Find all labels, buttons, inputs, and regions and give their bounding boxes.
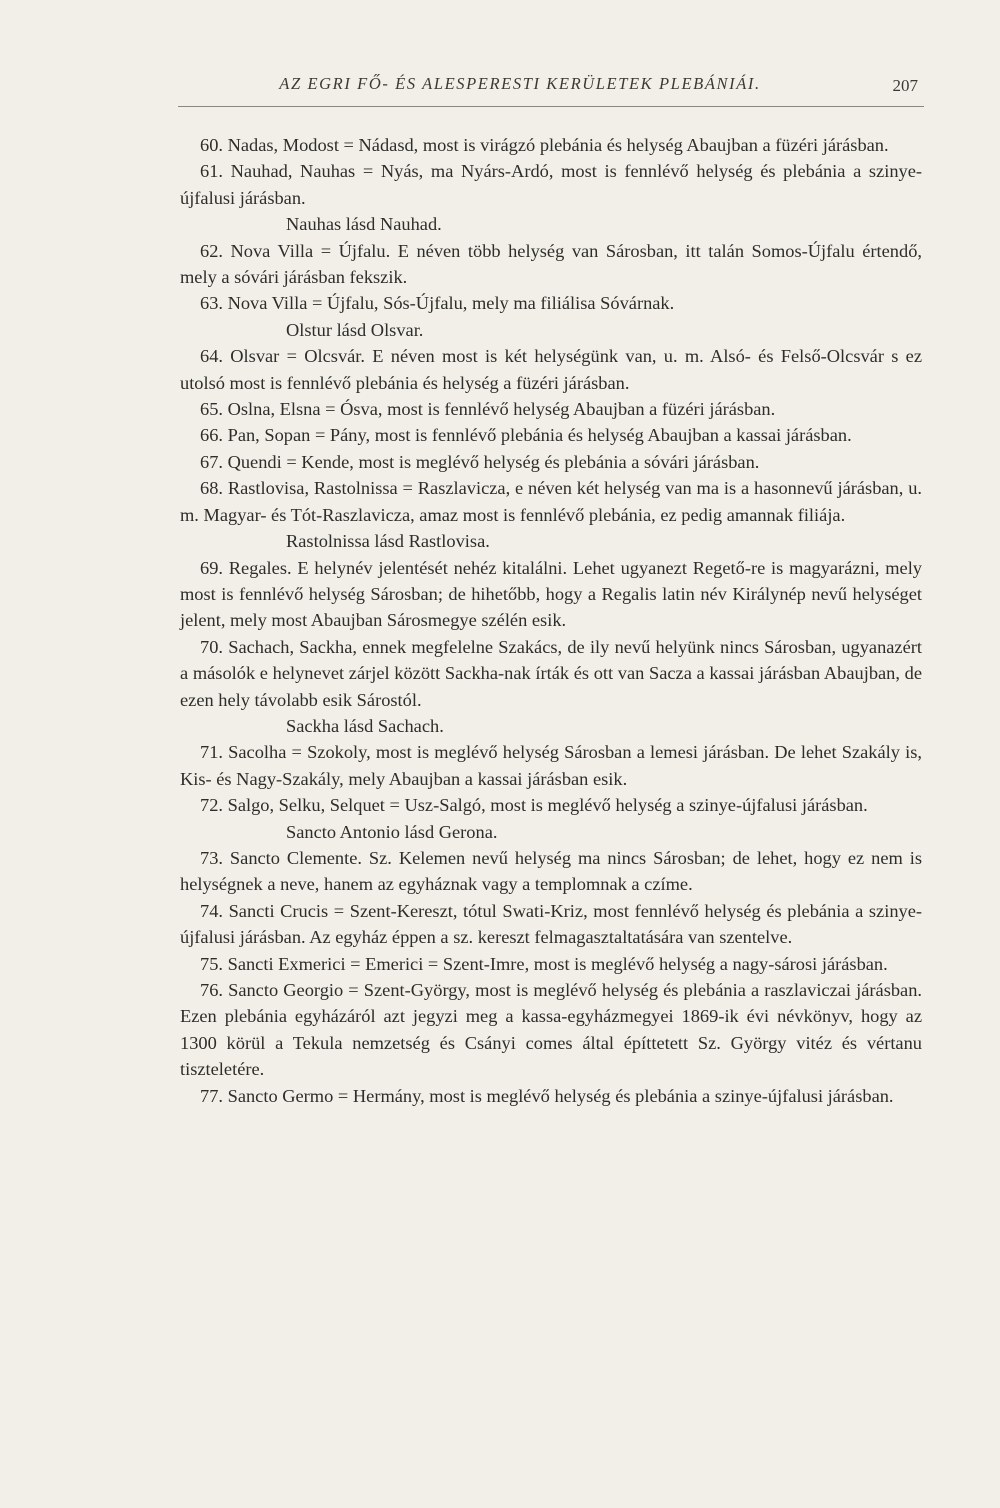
entry-76: 76. Sancto Georgio = Szent-György, most is meglévő helység és plebánia a raszlaviczai járásban. Ezen plebánia egyházáról azt jegyzi meg a kassa-egyházmegyei 1869-ik évi névkönyv, hogy az 1300 körül a Tekula nemzetség és Csányi comes által építtetett Sz. György vitéz és vértanu tiszteletére. bbox=[180, 980, 922, 1080]
entry-61: 61. Nauhad, Nauhas = Nyás, ma Nyárs-Ardó, most is fennlévő helység és plebánia a szinye-újfalusi járásban. bbox=[180, 161, 922, 208]
entry-66: 66. Pan, Sopan = Pány, most is fennlévő plebánia és helység Abaujban a kassai járásban. bbox=[200, 425, 852, 446]
entry-65: 65. Oslna, Elsna = Ósva, most is fennlévő helység Abaujban a füzéri járásban. bbox=[200, 399, 776, 420]
entry-64: 64. Olsvar = Olcsvár. E néven most is két helységünk van, u. m. Alsó- és Felső-Olcsvár s ez utolsó most is fennlévő plebánia és helység a füzéri járásban. bbox=[180, 346, 922, 393]
entry-72: 72. Salgo, Selku, Selquet = Usz-Salgó, most is meglévő helység a szinye-újfalusi járásban. bbox=[200, 795, 868, 816]
entry-60: 60. Nadas, Modost = Nádasd, most is virágzó plebánia és helység Abaujban a füzéri járásban. bbox=[200, 135, 889, 155]
entry-71: 71. Sacolha = Szokoly, most is meglévő helység Sárosban a lemesi járásban. De lehet Szakály is, Kis- és Nagy-Szakály, mely Abaujban a kassai járásban esik. bbox=[180, 742, 922, 789]
cross-reference: Rastolnissa lásd Rastlovisa. bbox=[286, 531, 490, 552]
entry-74: 74. Sancti Crucis = Szent-Kereszt, tótul Swati-Kriz, most fennlévő helység és plebánia a szinye-újfalusi járásban. Az egyház éppen a sz. kereszt felmagasztaltatására van szentelve. bbox=[180, 900, 922, 948]
entry-73: 73. Sancto Clemente. Sz. Kelemen nevű helység ma nincs Sárosban; de lehet, hogy ez nem is helységnek a neve, hanem az egyháznak vagy a templomnak a czíme. bbox=[180, 847, 922, 895]
body-text bbox=[180, 132, 922, 1109]
entry-69: 69. Regales. E helynév jelentését nehéz kitalálni. Lehet ugyanezt Regető-re is magyarázni, mely most is fennlévő helység Sárosban; de hihetőbb, hogy a Regalis latin név Királynép nevű helységet jelent, mely most Abaujban Sárosmegye szélén esik. bbox=[180, 557, 922, 631]
entry-67: 67. Quendi = Kende, most is meglévő helység és plebánia a sóvári járásban. bbox=[200, 451, 760, 472]
running-title: AZ EGRI FŐ- ÉS ALESPERESTI KERÜLETEK PLEBÁNIÁI. bbox=[279, 74, 761, 93]
header-rule bbox=[178, 106, 924, 107]
page-number: 207 bbox=[892, 76, 918, 95]
entry-63: 63. Nova Villa = Újfalu, Sós-Újfalu, mely ma filiálisa Sóvárnak. bbox=[200, 293, 675, 314]
cross-reference: Sackha lásd Sachach. bbox=[286, 715, 444, 736]
entry-70: 70. Sachach, Sackha, ennek megfelelne Szakács, de ily nevű helyünk nincs Sárosban, ugyanazért a másolók e helynevet zárjel között Sackha-nak írták és ott van Sacza a kassai járásban Abaujban, de ezen hely távolabb esik Sárostól. bbox=[180, 636, 922, 710]
entry-75: 75. Sancti Exmerici = Emerici = Szent-Imre, most is meglévő helység a nagy-sárosi járásban. bbox=[200, 953, 888, 974]
cross-reference: Olstur lásd Olsvar. bbox=[286, 319, 424, 340]
page-header bbox=[180, 74, 940, 104]
entry-77: 77. Sancto Germo = Hermány, most is meglévő helység és plebánia a szinye-újfalusi járásban. bbox=[200, 1085, 894, 1106]
cross-reference: Sancto Antonio lásd Gerona. bbox=[286, 821, 498, 842]
entry-68: 68. Rastlovisa, Rastolnissa = Raszlavicza, e néven két helység van ma is a hasonnevű járásban, u. m. Magyar- és Tót-Raszlavicza, amaz most is fennlévő plebánia, ez pedig amannak filiája. bbox=[180, 478, 922, 525]
entry-62: 62. Nova Villa = Újfalu. E néven több helység van Sárosban, itt talán Somos-Újfalu értendő, mely a sóvári járásban fekszik. bbox=[180, 240, 922, 288]
cross-reference: Nauhas lásd Nauhad. bbox=[286, 214, 442, 235]
